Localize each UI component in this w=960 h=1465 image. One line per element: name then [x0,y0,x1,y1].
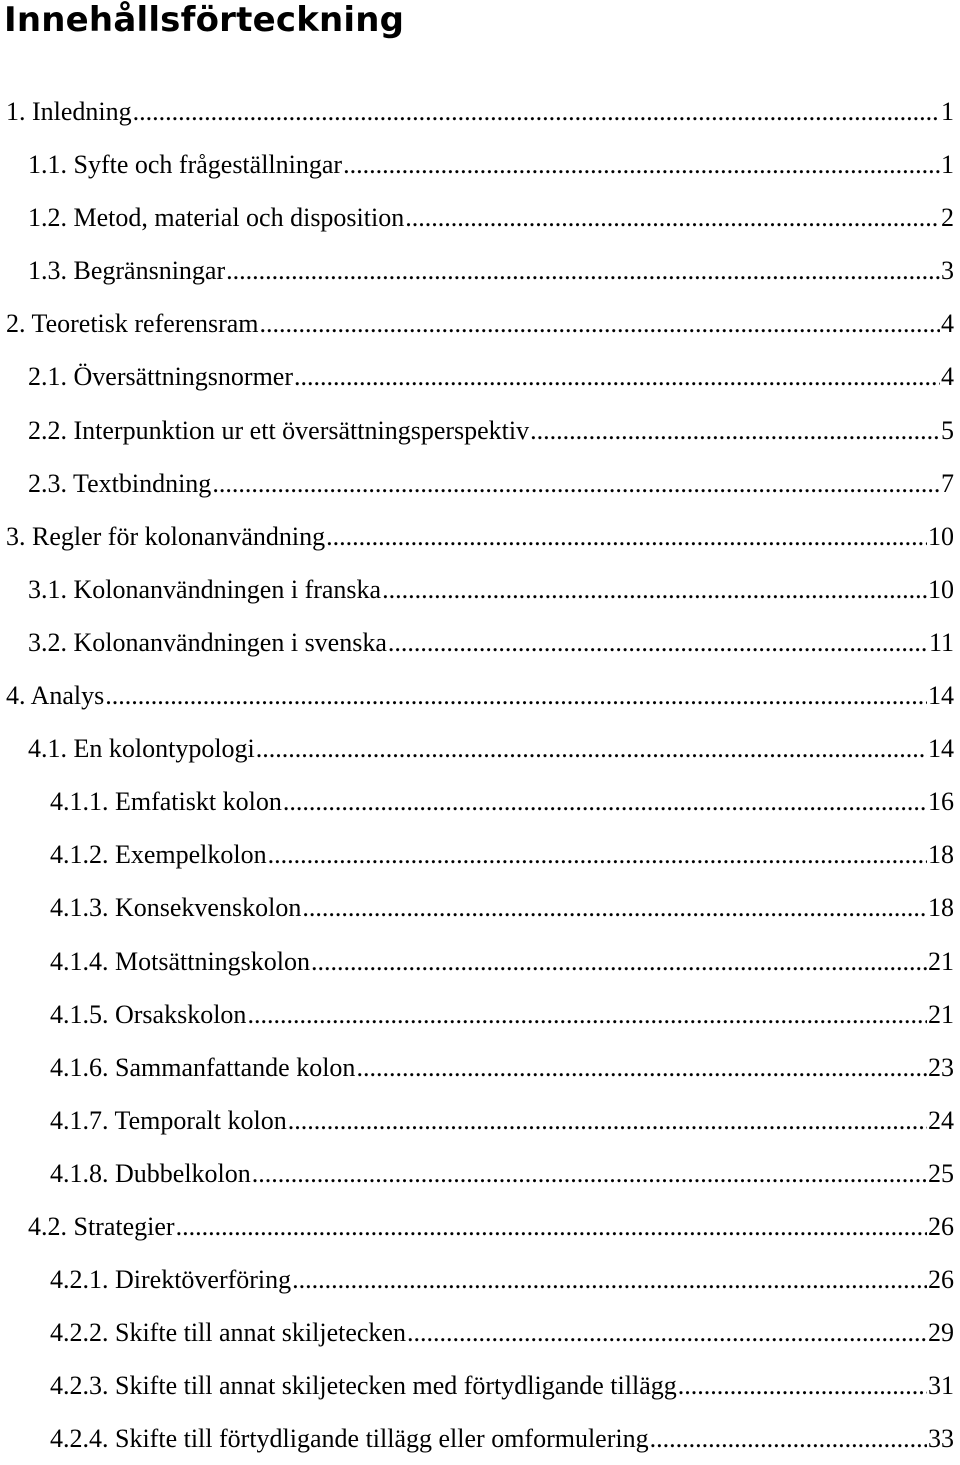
toc-dot-leader [294,350,940,403]
toc-entry[interactable] [0,457,960,510]
toc-entry-page-number: 26 [928,1265,954,1295]
toc-entry-page-number: 3 [941,256,954,286]
toc-entry-page-number: 33 [928,1424,954,1454]
toc-entry-title: 4.1.6. Sammanfattande kolon [50,1052,356,1082]
toc-entry[interactable] [0,244,960,297]
toc-entry-title: 4.2.1. Direktöverföring [50,1265,292,1295]
toc-entry-title: 4.2.4. Skifte till förtydligande tillägg eller omformulering [50,1424,649,1454]
toc-dot-leader [260,297,940,350]
toc-entry[interactable] [0,722,960,775]
toc-dot-leader [650,1412,927,1465]
toc-entry-title: 4. Analys [6,681,105,711]
toc-entry-title: 1.3. Begränsningar [28,256,226,286]
toc-entry-title: 1. Inledning [6,97,132,126]
toc-dot-leader [343,138,940,191]
toc-entry[interactable] [0,1253,960,1306]
toc-entry-title: 3. Regler för kolonanvändning [6,521,326,551]
toc-dot-leader [288,1094,927,1147]
toc-entry-page-number: 1 [941,150,954,180]
toc-entry-title: 2. Teoretisk referensram [6,309,259,339]
toc-dot-leader [247,988,927,1041]
toc-entry[interactable] [0,669,960,722]
toc-entry-page-number: 18 [928,893,954,923]
toc-entry[interactable] [0,191,960,244]
toc-dot-leader [678,1359,927,1412]
toc-entry[interactable] [0,935,960,988]
toc-entry-page-number: 21 [928,946,954,976]
toc-entry-page-number: 21 [928,999,954,1029]
toc-entry[interactable] [0,881,960,934]
toc-heading: Innehållsförteckning [4,0,405,40]
toc-entry-title: 4.2.3. Skifte till annat skiljetecken med förtydligande tillägg [50,1371,677,1401]
toc-entry[interactable] [0,775,960,828]
toc-dot-leader [407,1306,927,1359]
toc-entry-title: 4.1.4. Motsättningskolon [50,946,311,976]
toc-dot-leader [256,722,927,775]
toc-entry[interactable] [0,1200,960,1253]
toc-entry-title: 4.1.3. Konsekvenskolon [50,893,302,923]
toc-entry-page-number: 5 [941,415,954,445]
toc-entry-page-number: 14 [928,734,954,764]
toc-dot-leader [530,404,940,457]
toc-list [0,85,960,1465]
toc-entry-page-number: 4 [941,362,954,392]
toc-entry-page-number: 2 [941,203,954,233]
toc-entry[interactable] [0,1306,960,1359]
toc-entry-title: 4.1.2. Exempelkolon [50,840,267,870]
toc-entry-page-number: 25 [928,1158,954,1188]
toc-dot-leader [311,935,927,988]
toc-entry[interactable] [0,138,960,191]
toc-entry-title: 4.1.8. Dubbelkolon [50,1158,251,1188]
toc-entry[interactable] [0,510,960,563]
toc-dot-leader [212,457,940,510]
toc-entry-title: 2.1. Översättningsnormer [28,362,294,392]
toc-entry-title: 3.2. Kolonanvändningen i svenska [28,627,387,657]
toc-entry[interactable] [0,1359,960,1412]
toc-entry[interactable] [0,616,960,669]
toc-entry-title: 4.1.5. Orsakskolon [50,999,247,1029]
toc-dot-leader [283,775,927,828]
toc-entry[interactable] [0,988,960,1041]
toc-entry[interactable] [0,350,960,403]
toc-entry-page-number: 1 [941,97,954,126]
toc-entry-page-number: 10 [928,521,954,551]
toc-dot-leader [326,510,927,563]
toc-entry-page-number: 16 [928,787,954,817]
toc-entry[interactable] [0,85,960,138]
toc-dot-leader [176,1200,927,1253]
toc-entry[interactable] [0,1094,960,1147]
toc-entry-page-number: 11 [928,627,954,657]
toc-entry[interactable] [0,1041,960,1094]
toc-dot-leader [252,1147,927,1200]
toc-entry-page-number: 26 [928,1211,954,1241]
toc-entry[interactable] [0,1412,960,1465]
toc-entry-title: 4.1.7. Temporalt kolon [50,1105,287,1135]
toc-entry-page-number: 4 [941,309,954,339]
toc-dot-leader [388,616,928,669]
toc-dot-leader [268,828,927,881]
toc-entry[interactable] [0,1147,960,1200]
toc-entry-page-number: 18 [928,840,954,870]
toc-entry-page-number: 24 [928,1105,954,1135]
toc-entry-title: 4.2. Strategier [28,1211,175,1241]
toc-entry-title: 2.3. Textbindning [28,468,212,498]
toc-entry-title: 3.1. Kolonanvändningen i franska [28,574,382,604]
toc-entry-title: 2.2. Interpunktion ur ett översättningsperspektiv [28,415,530,445]
toc-entry-title: 1.2. Metod, material och disposition [28,203,405,233]
toc-entry-page-number: 10 [928,574,954,604]
toc-dot-leader [356,1041,927,1094]
toc-entry[interactable] [0,563,960,616]
toc-entry-page-number: 7 [941,468,954,498]
toc-entry-title: 1.1. Syfte och frågeställningar [28,150,343,180]
toc-entry[interactable] [0,828,960,881]
toc-dot-leader [105,669,927,722]
toc-entry-title: 4.1. En kolontypologi [28,734,255,764]
toc-dot-leader [226,244,940,297]
toc-dot-leader [405,191,940,244]
toc-dot-leader [133,85,940,138]
toc-entry-page-number: 23 [928,1052,954,1082]
toc-dot-leader [302,881,927,934]
toc-entry-page-number: 29 [928,1318,954,1348]
toc-dot-leader [382,563,927,616]
toc-entry-page-number: 31 [928,1371,954,1401]
toc-entry-page-number: 14 [928,681,954,711]
toc-entry-title: 4.1.1. Emfatiskt kolon [50,787,282,817]
toc-dot-leader [292,1253,927,1306]
toc-entry-title: 4.2.2. Skifte till annat skiljetecken [50,1318,406,1348]
toc-entry[interactable] [0,404,960,457]
toc-entry[interactable] [0,297,960,350]
